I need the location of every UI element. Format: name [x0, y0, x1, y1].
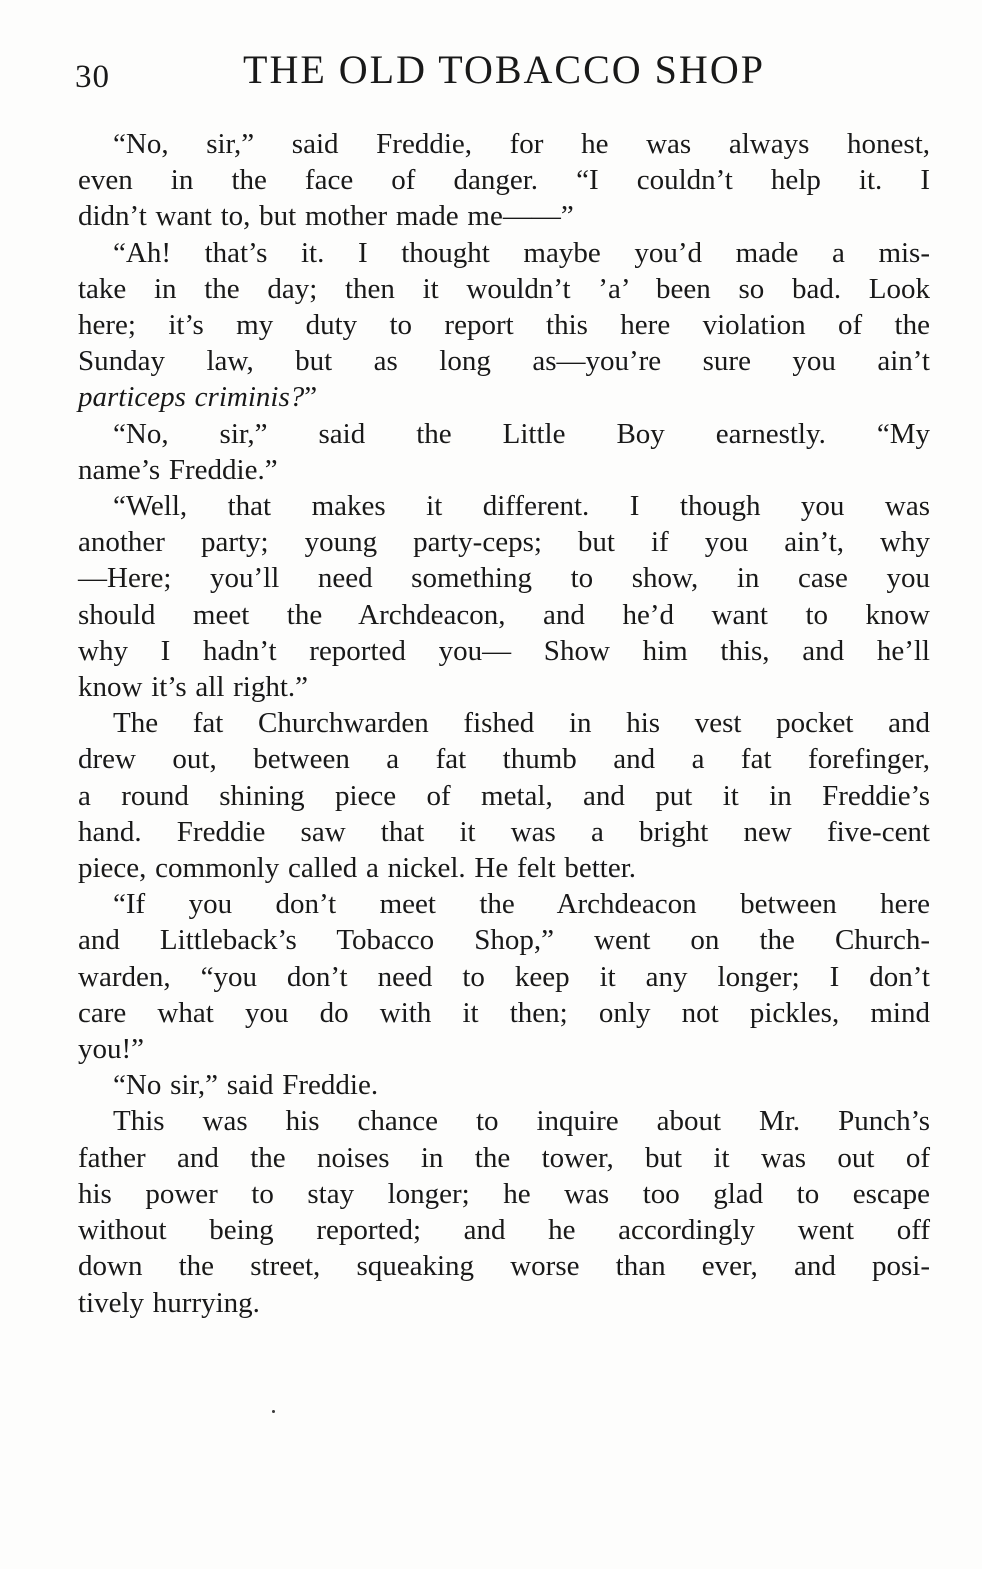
text-line: The fat Churchwarden fished in his vest pocket and: [113, 707, 930, 740]
text-line: “No sir,” said Freddie.: [113, 1069, 379, 1102]
text-line: piece, commonly called a nickel. He felt better.: [78, 852, 637, 885]
paragraph: [78, 488, 930, 705]
text-line: you!”: [78, 1033, 145, 1066]
text-line: should meet the Archdeacon, and he’d want to know: [78, 598, 930, 631]
text-line: “No, sir,” said the Little Boy earnestly. “My: [113, 417, 930, 450]
page-text: [78, 126, 930, 1321]
text-line: without being reported; and he accordingly went off: [78, 1214, 930, 1247]
text-line: —Here; you’ll need something to show, in case you: [78, 562, 930, 595]
text-line: “Ah! that’s it. I thought maybe you’d made a mis-: [113, 236, 930, 269]
scan-speck: [272, 1410, 275, 1413]
latin-phrase: particeps criminis?: [78, 381, 305, 414]
text-line: Sunday law, but as long as—you’re sure you ain’t: [78, 345, 930, 378]
text-line: even in the face of danger. “I couldn’t help it. I: [78, 164, 930, 197]
text-line: know it’s all right.”: [78, 671, 309, 704]
text-line: and Littleback’s Tobacco Shop,” went on the Church-: [78, 924, 930, 957]
text-line: tively hurrying.: [78, 1286, 260, 1319]
text-line: “No, sir,” said Freddie, for he was always honest,: [113, 128, 930, 160]
text-line: another party; young party-ceps; but if you ain’t, why: [78, 526, 930, 559]
text-line: hand. Freddie saw that it was a bright new five-cent: [78, 815, 930, 848]
paragraph: [78, 886, 930, 1067]
text-line: name’s Freddie.”: [78, 453, 278, 486]
page-header: [75, 47, 930, 98]
paragraph: [78, 235, 930, 416]
text-line: care what you do with it then; only not pickles, mind: [78, 996, 930, 1029]
running-title: THE OLD TOBACCO SHOP: [243, 47, 765, 92]
text-line: “If you don’t meet the Archdeacon between here: [113, 888, 930, 921]
text-line: take in the day; then it wouldn’t ’a’ been so bad. Look: [78, 272, 930, 305]
paragraph: [78, 1103, 930, 1320]
text-line: why I hadn’t reported you— Show him this, and he’ll: [78, 634, 930, 667]
text-line: his power to stay longer; he was too glad to escape: [78, 1177, 930, 1210]
text-line: This was his chance to inquire about Mr. Punch’s: [113, 1105, 930, 1138]
text-line: didn’t want to, but mother made me——”: [78, 200, 574, 233]
text-line: down the street, squeaking worse than ever, and posi-: [78, 1250, 930, 1283]
paragraph: [78, 416, 930, 488]
paragraph: [78, 705, 930, 886]
text-line: here; it’s my duty to report this here violation of the: [78, 309, 930, 342]
text-line: [78, 379, 930, 415]
page-number: 30: [75, 59, 110, 95]
text-line: “Well, that makes it different. I though you was: [113, 490, 930, 523]
text-line: drew out, between a fat thumb and a fat forefinger,: [78, 743, 930, 776]
paragraph: [78, 126, 930, 235]
text-line: a round shining piece of metal, and put it in Freddie’s: [78, 779, 930, 812]
paragraph: [78, 1067, 930, 1103]
text-line: warden, “you don’t need to keep it any longer; I don’t: [78, 960, 930, 993]
closing-quote: ”: [304, 381, 318, 414]
text-line: father and the noises in the tower, but it was out of: [78, 1141, 930, 1174]
